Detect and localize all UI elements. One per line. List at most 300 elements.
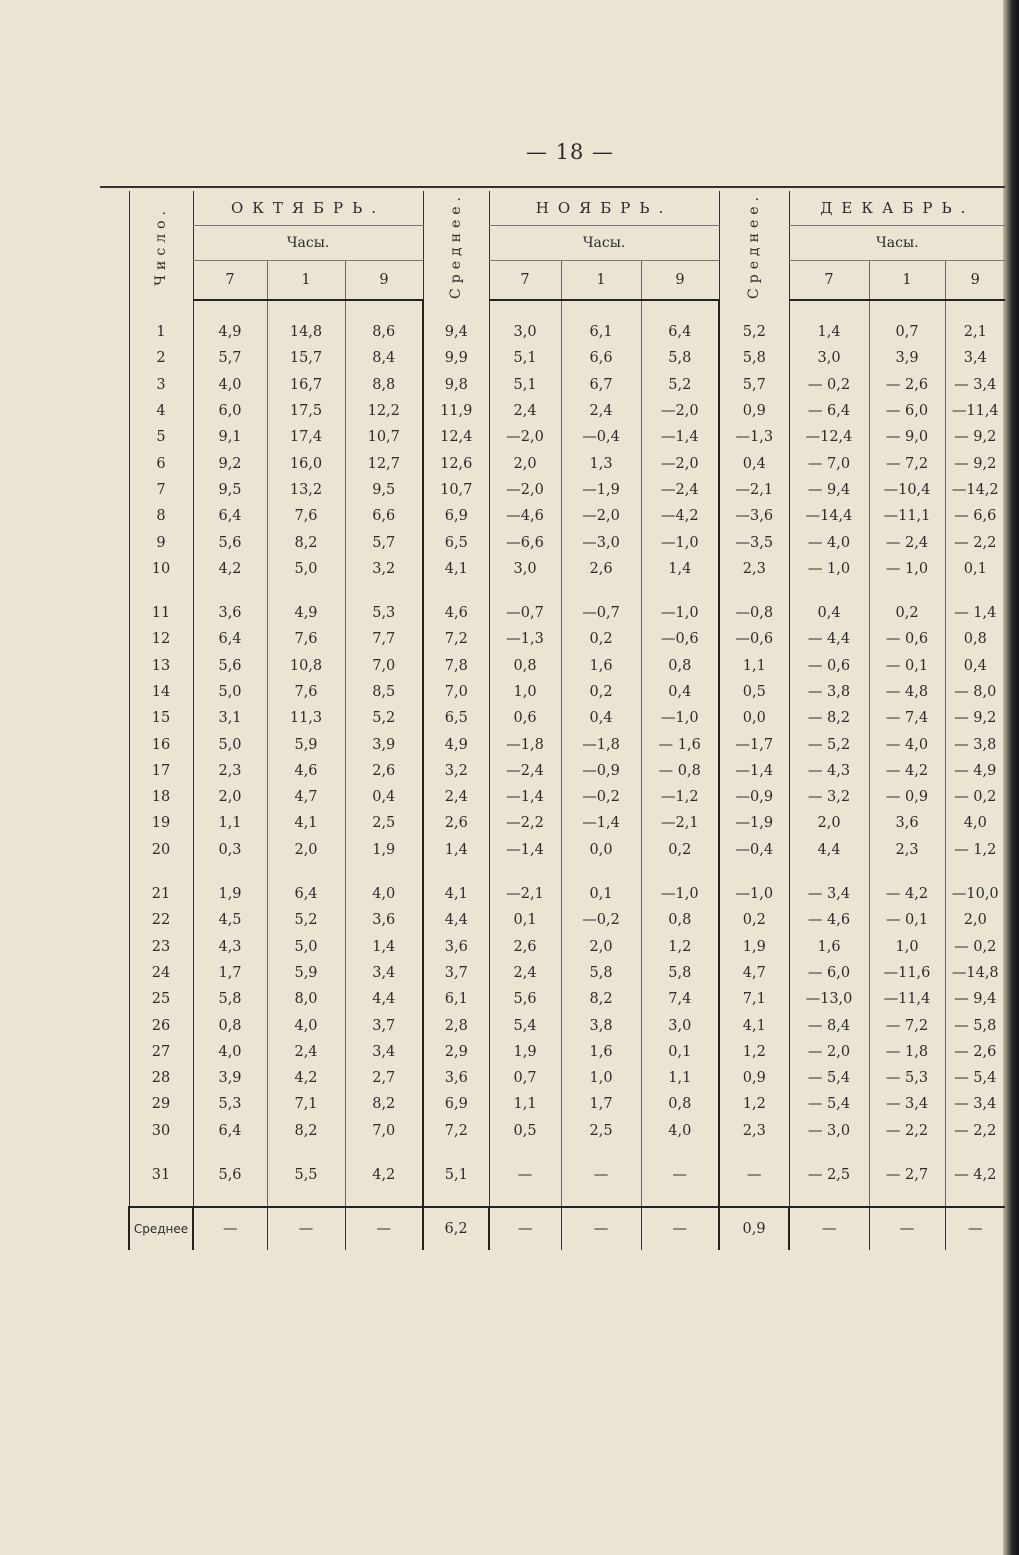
value-cell: 5,3 bbox=[193, 1091, 267, 1117]
mean-cell: — bbox=[789, 1207, 869, 1250]
value-cell: 0,2 bbox=[561, 626, 641, 652]
row-spacer bbox=[129, 863, 1005, 881]
value-cell: 0,4 bbox=[789, 600, 869, 626]
day-cell: 31 bbox=[129, 1162, 193, 1188]
day-cell: 19 bbox=[129, 810, 193, 836]
value-cell: 6,9 bbox=[423, 1091, 489, 1117]
table-row bbox=[129, 960, 1005, 986]
hour-label: 1 bbox=[869, 261, 945, 301]
spacer-cell bbox=[489, 1144, 561, 1162]
value-cell: — 3,8 bbox=[945, 731, 1005, 757]
day-cell: 9 bbox=[129, 529, 193, 555]
value-cell: 1,7 bbox=[561, 1091, 641, 1117]
value-cell: — 0,6 bbox=[869, 626, 945, 652]
value-cell: —14,8 bbox=[945, 960, 1005, 986]
value-cell: 2,4 bbox=[489, 398, 561, 424]
spacer-cell bbox=[945, 863, 1005, 881]
value-cell: 17,4 bbox=[267, 424, 345, 450]
day-cell: 12 bbox=[129, 626, 193, 652]
value-cell: — 2,6 bbox=[869, 372, 945, 398]
value-cell: 5,6 bbox=[193, 1162, 267, 1188]
value-cell: 3,4 bbox=[345, 960, 423, 986]
value-cell: 5,1 bbox=[489, 345, 561, 371]
value-cell: 5,1 bbox=[489, 372, 561, 398]
day-cell: 17 bbox=[129, 758, 193, 784]
month-header-november: НОЯБРЬ. bbox=[489, 191, 719, 226]
day-cell: 14 bbox=[129, 679, 193, 705]
value-cell: 1,4 bbox=[345, 934, 423, 960]
value-cell: — 4,3 bbox=[789, 758, 869, 784]
spacer-cell bbox=[267, 863, 345, 881]
value-cell: —3,6 bbox=[719, 503, 789, 529]
table-row bbox=[129, 934, 1005, 960]
spacer-cell bbox=[423, 1188, 489, 1207]
value-cell: — 2,2 bbox=[869, 1118, 945, 1144]
value-cell: —2,0 bbox=[641, 398, 719, 424]
value-cell: — 3,4 bbox=[945, 372, 1005, 398]
value-cell: 9,2 bbox=[193, 450, 267, 476]
value-cell: —3,0 bbox=[561, 529, 641, 555]
value-cell: 7,6 bbox=[267, 626, 345, 652]
value-cell: 3,0 bbox=[489, 319, 561, 345]
hour-label: 9 bbox=[641, 261, 719, 301]
value-cell: 8,4 bbox=[345, 345, 423, 371]
spacer-cell bbox=[267, 1188, 345, 1207]
value-cell: — 4,2 bbox=[869, 881, 945, 907]
mean-header-label: Среднее. bbox=[448, 192, 465, 299]
spacer-cell bbox=[423, 1144, 489, 1162]
value-cell: 3,0 bbox=[789, 345, 869, 371]
value-cell: —1,3 bbox=[719, 424, 789, 450]
value-cell: 0,7 bbox=[489, 1065, 561, 1091]
value-cell: 3,8 bbox=[561, 1012, 641, 1038]
value-cell: —1,4 bbox=[641, 424, 719, 450]
value-cell: 3,9 bbox=[193, 1065, 267, 1091]
value-cell: —2,0 bbox=[489, 424, 561, 450]
value-cell: 4,3 bbox=[193, 934, 267, 960]
spacer-cell bbox=[489, 582, 561, 600]
value-cell: —0,6 bbox=[719, 626, 789, 652]
hours-header: Часы. bbox=[489, 226, 719, 261]
value-cell: — 2,2 bbox=[945, 529, 1005, 555]
table-row bbox=[129, 477, 1005, 503]
table-row bbox=[129, 1039, 1005, 1065]
value-cell: 2,8 bbox=[423, 1012, 489, 1038]
value-cell: 9,4 bbox=[423, 319, 489, 345]
value-cell: 0,4 bbox=[561, 705, 641, 731]
value-cell: 6,4 bbox=[641, 319, 719, 345]
day-cell: 26 bbox=[129, 1012, 193, 1038]
value-cell: 4,2 bbox=[267, 1065, 345, 1091]
value-cell: 5,2 bbox=[641, 372, 719, 398]
value-cell: 5,8 bbox=[641, 345, 719, 371]
value-cell: — 0,9 bbox=[869, 784, 945, 810]
value-cell: —1,9 bbox=[719, 810, 789, 836]
spacer-cell bbox=[423, 300, 489, 319]
value-cell: 5,0 bbox=[267, 556, 345, 582]
value-cell: —2,1 bbox=[641, 810, 719, 836]
spacer-cell bbox=[423, 863, 489, 881]
day-cell: 29 bbox=[129, 1091, 193, 1117]
value-cell: 6,6 bbox=[345, 503, 423, 529]
value-cell: 3,1 bbox=[193, 705, 267, 731]
value-cell: 4,4 bbox=[423, 907, 489, 933]
value-cell: — 6,6 bbox=[945, 503, 1005, 529]
value-cell: 5,0 bbox=[193, 679, 267, 705]
value-cell: — 8,4 bbox=[789, 1012, 869, 1038]
value-cell: — bbox=[641, 1162, 719, 1188]
value-cell: 4,9 bbox=[267, 600, 345, 626]
value-cell: 8,0 bbox=[267, 986, 345, 1012]
value-cell: — bbox=[719, 1162, 789, 1188]
value-cell: —0,9 bbox=[719, 784, 789, 810]
spacer-cell bbox=[945, 1188, 1005, 1207]
value-cell: 1,2 bbox=[719, 1039, 789, 1065]
day-cell: 23 bbox=[129, 934, 193, 960]
table-row bbox=[129, 529, 1005, 555]
value-cell: 4,2 bbox=[345, 1162, 423, 1188]
value-cell: 4,4 bbox=[789, 837, 869, 863]
hour-label: 1 bbox=[561, 261, 641, 301]
day-cell: 21 bbox=[129, 881, 193, 907]
value-cell: 4,0 bbox=[945, 810, 1005, 836]
value-cell: 0,8 bbox=[641, 907, 719, 933]
value-cell: 0,5 bbox=[489, 1118, 561, 1144]
page-number: — 18 — bbox=[525, 140, 615, 164]
value-cell: 7,2 bbox=[423, 626, 489, 652]
temperature-table bbox=[128, 191, 1005, 1250]
value-cell: —1,0 bbox=[641, 600, 719, 626]
value-cell: —2,2 bbox=[489, 810, 561, 836]
spacer-cell bbox=[869, 1188, 945, 1207]
value-cell: 16,0 bbox=[267, 450, 345, 476]
value-cell: —1,9 bbox=[561, 477, 641, 503]
mean-cell: — bbox=[561, 1207, 641, 1250]
value-cell: 0,1 bbox=[561, 881, 641, 907]
mean-cell: 6,2 bbox=[423, 1207, 489, 1250]
value-cell: 7,1 bbox=[267, 1091, 345, 1117]
spacer-cell bbox=[345, 863, 423, 881]
mean-header-november bbox=[719, 191, 789, 300]
value-cell: 5,2 bbox=[267, 907, 345, 933]
value-cell: 5,0 bbox=[193, 731, 267, 757]
table-row bbox=[129, 424, 1005, 450]
value-cell: 1,0 bbox=[489, 679, 561, 705]
value-cell: 5,6 bbox=[489, 986, 561, 1012]
value-cell: 5,6 bbox=[193, 529, 267, 555]
value-cell: —1,4 bbox=[719, 758, 789, 784]
value-cell: —1,3 bbox=[489, 626, 561, 652]
value-cell: 6,9 bbox=[423, 503, 489, 529]
value-cell: — 7,2 bbox=[869, 450, 945, 476]
value-cell: 4,9 bbox=[423, 731, 489, 757]
value-cell: —2,0 bbox=[561, 503, 641, 529]
value-cell: —0,4 bbox=[561, 424, 641, 450]
spacer-cell bbox=[945, 582, 1005, 600]
value-cell: 10,7 bbox=[423, 477, 489, 503]
spacer-cell bbox=[641, 582, 719, 600]
value-cell: 2,6 bbox=[489, 934, 561, 960]
value-cell: 3,6 bbox=[423, 1065, 489, 1091]
value-cell: 0,1 bbox=[945, 556, 1005, 582]
page-binding-edge bbox=[1003, 0, 1019, 1555]
mean-label: Среднее bbox=[129, 1207, 193, 1250]
day-cell: 1 bbox=[129, 319, 193, 345]
value-cell: —0,2 bbox=[561, 784, 641, 810]
table-row bbox=[129, 503, 1005, 529]
value-cell: 1,3 bbox=[561, 450, 641, 476]
value-cell: 7,2 bbox=[423, 1118, 489, 1144]
value-cell: 2,0 bbox=[489, 450, 561, 476]
value-cell: — 3,2 bbox=[789, 784, 869, 810]
value-cell: — 2,7 bbox=[869, 1162, 945, 1188]
value-cell: — 6,4 bbox=[789, 398, 869, 424]
mean-cell: — bbox=[345, 1207, 423, 1250]
value-cell: 5,8 bbox=[561, 960, 641, 986]
value-cell: 4,1 bbox=[267, 810, 345, 836]
month-header-october: ОКТЯБРЬ. bbox=[193, 191, 423, 226]
day-cell: 4 bbox=[129, 398, 193, 424]
value-cell: — bbox=[561, 1162, 641, 1188]
value-cell: 2,4 bbox=[489, 960, 561, 986]
spacer-cell bbox=[345, 582, 423, 600]
value-cell: 7,4 bbox=[641, 986, 719, 1012]
spacer-cell bbox=[561, 863, 641, 881]
value-cell: 0,9 bbox=[719, 1065, 789, 1091]
value-cell: 5,3 bbox=[345, 600, 423, 626]
value-cell: —11,4 bbox=[945, 398, 1005, 424]
value-cell: 11,9 bbox=[423, 398, 489, 424]
value-cell: 14,8 bbox=[267, 319, 345, 345]
value-cell: — 7,4 bbox=[869, 705, 945, 731]
value-cell: 12,7 bbox=[345, 450, 423, 476]
value-cell: 4,0 bbox=[267, 1012, 345, 1038]
mean-row bbox=[129, 1207, 1005, 1250]
value-cell: 6,1 bbox=[561, 319, 641, 345]
value-cell: 5,9 bbox=[267, 731, 345, 757]
value-cell: —0,8 bbox=[719, 600, 789, 626]
value-cell: 3,2 bbox=[345, 556, 423, 582]
spacer-cell bbox=[129, 300, 193, 319]
value-cell: 2,0 bbox=[267, 837, 345, 863]
value-cell: 3,4 bbox=[945, 345, 1005, 371]
table-row bbox=[129, 319, 1005, 345]
mean-cell: 0,9 bbox=[719, 1207, 789, 1250]
table-body bbox=[129, 300, 1005, 1207]
value-cell: —0,7 bbox=[489, 600, 561, 626]
value-cell: — 6,0 bbox=[789, 960, 869, 986]
value-cell: —11,4 bbox=[869, 986, 945, 1012]
value-cell: —1,4 bbox=[561, 810, 641, 836]
value-cell: 4,0 bbox=[641, 1118, 719, 1144]
value-cell: — 5,4 bbox=[945, 1065, 1005, 1091]
value-cell: 6,6 bbox=[561, 345, 641, 371]
value-cell: 0,8 bbox=[489, 653, 561, 679]
spacer-cell bbox=[789, 300, 869, 319]
value-cell: — 2,6 bbox=[945, 1039, 1005, 1065]
value-cell: 1,9 bbox=[489, 1039, 561, 1065]
value-cell: — 4,6 bbox=[789, 907, 869, 933]
spacer-cell bbox=[869, 863, 945, 881]
value-cell: 6,4 bbox=[193, 626, 267, 652]
value-cell: —0,7 bbox=[561, 600, 641, 626]
value-cell: —0,6 bbox=[641, 626, 719, 652]
value-cell: 4,4 bbox=[345, 986, 423, 1012]
value-cell: —10,0 bbox=[945, 881, 1005, 907]
spacer-cell bbox=[193, 300, 267, 319]
value-cell: 4,6 bbox=[267, 758, 345, 784]
mean-cell: — bbox=[193, 1207, 267, 1250]
mean-header-october bbox=[423, 191, 489, 300]
value-cell: 4,1 bbox=[423, 881, 489, 907]
value-cell: 1,2 bbox=[641, 934, 719, 960]
value-cell: 1,4 bbox=[423, 837, 489, 863]
value-cell: 3,6 bbox=[345, 907, 423, 933]
mean-cell: — bbox=[267, 1207, 345, 1250]
value-cell: — 2,0 bbox=[789, 1039, 869, 1065]
day-cell: 25 bbox=[129, 986, 193, 1012]
value-cell: 6,5 bbox=[423, 529, 489, 555]
spacer-cell bbox=[129, 1188, 193, 1207]
value-cell: 1,9 bbox=[719, 934, 789, 960]
value-cell: —1,0 bbox=[641, 529, 719, 555]
value-cell: 0,4 bbox=[641, 679, 719, 705]
day-cell: 10 bbox=[129, 556, 193, 582]
value-cell: — 1,2 bbox=[945, 837, 1005, 863]
spacer-cell bbox=[561, 300, 641, 319]
value-cell: 0,4 bbox=[945, 653, 1005, 679]
value-cell: 3,9 bbox=[869, 345, 945, 371]
spacer-cell bbox=[345, 300, 423, 319]
table-row bbox=[129, 1065, 1005, 1091]
value-cell: 1,0 bbox=[869, 934, 945, 960]
value-cell: 3,0 bbox=[641, 1012, 719, 1038]
mean-cell: — bbox=[489, 1207, 561, 1250]
spacer-cell bbox=[869, 1144, 945, 1162]
value-cell: — 5,3 bbox=[869, 1065, 945, 1091]
hour-label: 9 bbox=[945, 261, 1005, 301]
value-cell: — 1,4 bbox=[945, 600, 1005, 626]
value-cell: — 0,2 bbox=[945, 934, 1005, 960]
value-cell: — 0,2 bbox=[789, 372, 869, 398]
mean-cell: — bbox=[869, 1207, 945, 1250]
value-cell: 3,7 bbox=[345, 1012, 423, 1038]
spacer-cell bbox=[641, 863, 719, 881]
value-cell: 9,9 bbox=[423, 345, 489, 371]
value-cell: —4,6 bbox=[489, 503, 561, 529]
value-cell: 1,1 bbox=[193, 810, 267, 836]
spacer-cell bbox=[561, 582, 641, 600]
table-row bbox=[129, 986, 1005, 1012]
spacer-cell bbox=[489, 300, 561, 319]
value-cell: —11,1 bbox=[869, 503, 945, 529]
value-cell: 7,6 bbox=[267, 503, 345, 529]
day-cell: 7 bbox=[129, 477, 193, 503]
value-cell: 2,0 bbox=[561, 934, 641, 960]
value-cell: 2,4 bbox=[267, 1039, 345, 1065]
value-cell: 15,7 bbox=[267, 345, 345, 371]
value-cell: —1,8 bbox=[489, 731, 561, 757]
value-cell: — 9,4 bbox=[789, 477, 869, 503]
value-cell: 4,1 bbox=[719, 1012, 789, 1038]
value-cell: — 2,5 bbox=[789, 1162, 869, 1188]
value-cell: 2,4 bbox=[561, 398, 641, 424]
value-cell: — 3,8 bbox=[789, 679, 869, 705]
table-row bbox=[129, 679, 1005, 705]
value-cell: 8,6 bbox=[345, 319, 423, 345]
mean-header-label: Среднее. bbox=[746, 192, 763, 299]
value-cell: —2,1 bbox=[719, 477, 789, 503]
value-cell: — 0,1 bbox=[869, 907, 945, 933]
value-cell: 0,2 bbox=[719, 907, 789, 933]
value-cell: 1,1 bbox=[719, 653, 789, 679]
spacer-cell bbox=[345, 1144, 423, 1162]
value-cell: — 1,6 bbox=[641, 731, 719, 757]
value-cell: 1,4 bbox=[641, 556, 719, 582]
value-cell: 4,7 bbox=[719, 960, 789, 986]
value-cell: — 4,0 bbox=[869, 731, 945, 757]
spacer-cell bbox=[719, 1188, 789, 1207]
spacer-cell bbox=[945, 300, 1005, 319]
spacer-cell bbox=[719, 582, 789, 600]
value-cell: — 5,2 bbox=[789, 731, 869, 757]
value-cell: 2,0 bbox=[193, 784, 267, 810]
day-cell: 2 bbox=[129, 345, 193, 371]
table-row bbox=[129, 372, 1005, 398]
value-cell: 0,8 bbox=[945, 626, 1005, 652]
value-cell: 2,6 bbox=[423, 810, 489, 836]
day-cell: 13 bbox=[129, 653, 193, 679]
table-row bbox=[129, 1118, 1005, 1144]
value-cell: 3,2 bbox=[423, 758, 489, 784]
row-spacer bbox=[129, 1188, 1005, 1207]
value-cell: — 3,4 bbox=[789, 881, 869, 907]
value-cell: 0,9 bbox=[719, 398, 789, 424]
value-cell: —14,4 bbox=[789, 503, 869, 529]
value-cell: 6,4 bbox=[193, 1118, 267, 1144]
value-cell: —2,4 bbox=[489, 758, 561, 784]
table-row bbox=[129, 784, 1005, 810]
value-cell: 4,6 bbox=[423, 600, 489, 626]
value-cell: 0,3 bbox=[193, 837, 267, 863]
day-cell: 15 bbox=[129, 705, 193, 731]
value-cell: — 4,9 bbox=[945, 758, 1005, 784]
spacer-cell bbox=[129, 582, 193, 600]
value-cell: 2,5 bbox=[561, 1118, 641, 1144]
value-cell: 5,7 bbox=[719, 372, 789, 398]
value-cell: 9,5 bbox=[345, 477, 423, 503]
value-cell: — 9,2 bbox=[945, 450, 1005, 476]
value-cell: 0,4 bbox=[719, 450, 789, 476]
spacer-cell bbox=[945, 1144, 1005, 1162]
value-cell: 2,3 bbox=[719, 1118, 789, 1144]
spacer-cell bbox=[423, 582, 489, 600]
value-cell: 0,1 bbox=[641, 1039, 719, 1065]
value-cell: 4,0 bbox=[345, 881, 423, 907]
spacer-cell bbox=[719, 1144, 789, 1162]
value-cell: 10,7 bbox=[345, 424, 423, 450]
value-cell: 1,0 bbox=[561, 1065, 641, 1091]
value-cell: 0,2 bbox=[869, 600, 945, 626]
value-cell: 1,2 bbox=[719, 1091, 789, 1117]
table-row bbox=[129, 758, 1005, 784]
mean-cell: — bbox=[945, 1207, 1005, 1250]
value-cell: —2,0 bbox=[641, 450, 719, 476]
value-cell: 2,0 bbox=[945, 907, 1005, 933]
hour-label: 7 bbox=[789, 261, 869, 301]
value-cell: 5,5 bbox=[267, 1162, 345, 1188]
value-cell: 3,0 bbox=[489, 556, 561, 582]
